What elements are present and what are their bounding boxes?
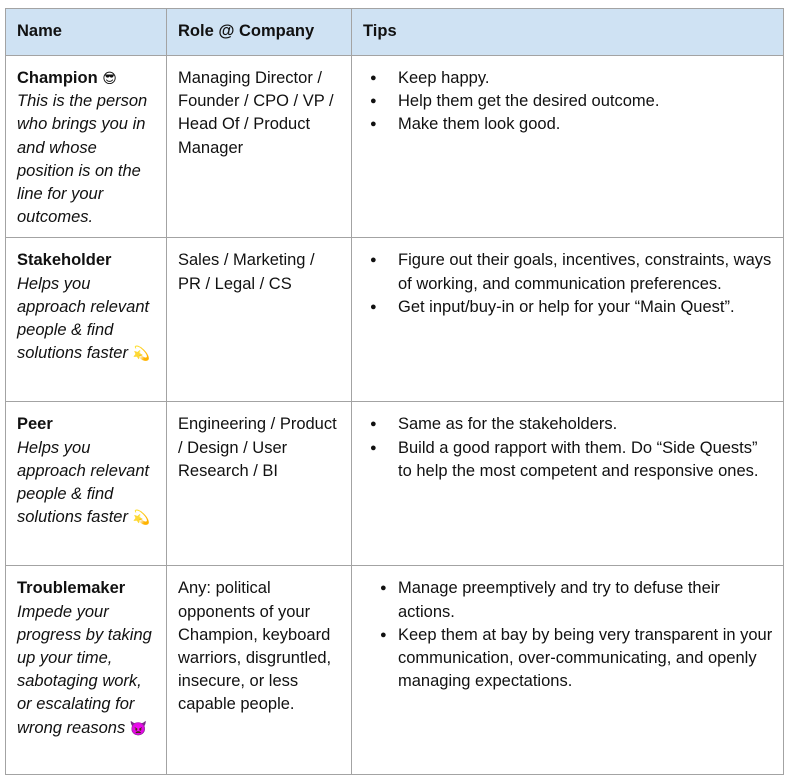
persona-title: Peer (17, 415, 53, 434)
tips-list (363, 67, 773, 137)
cell-role (167, 56, 352, 238)
cell-name (6, 238, 167, 402)
persona-description (17, 273, 156, 366)
tip-item: ● Manage preemptively and try to defuse their actions. (363, 577, 773, 623)
dizzy-icon: 💫 (132, 345, 151, 362)
tip-item: ● Keep happy. (363, 67, 773, 90)
role-text: Sales / Marketing / PR / Legal / CS (178, 251, 315, 293)
cell-tips (352, 238, 784, 402)
cell-tips (352, 56, 784, 238)
table-row-peer (6, 402, 784, 566)
cell-name (6, 566, 167, 775)
persona-description (17, 437, 156, 530)
header-name: Name (6, 9, 167, 56)
table-row-stakeholder (6, 238, 784, 402)
role-text: Managing Director / Founder / CPO / VP / Head Of / Product Manager (178, 69, 334, 157)
header-tips: Tips (352, 9, 784, 56)
table-row-champion (6, 56, 784, 238)
description-text: Helps you approach relevant people & find solutions faster (17, 438, 150, 527)
cell-name (6, 56, 167, 238)
description-text: Helps you approach relevant people & find solutions faster (17, 274, 150, 363)
cell-role (167, 238, 352, 402)
tip-item: ● Help them get the desired outcome. (363, 90, 773, 113)
cell-tips (352, 402, 784, 566)
tip-item: ● Figure out their goals, incentives, constraints, ways of working, and communication preferences. (363, 249, 773, 295)
cell-role (167, 566, 352, 775)
table-header (6, 9, 784, 56)
dizzy-icon: 💫 (132, 509, 151, 526)
persona-description: This is the person who brings you in and whose position is on the line for your outcomes. (17, 92, 148, 227)
tip-item: ● Keep them at bay by being very transparent in your communication, over-communicating, and openly managing expectations. (363, 624, 773, 694)
persona-label: Champion (17, 69, 98, 87)
header-role: Role @ Company (167, 9, 352, 56)
header-row (6, 9, 784, 56)
tip-item: ● Get input/buy-in or help for your “Main Quest”. (363, 296, 773, 319)
tips-list (363, 249, 773, 319)
cell-role (167, 402, 352, 566)
persona-title: Stakeholder (17, 251, 112, 270)
tip-item: ● Build a good rapport with them. Do “Side Quests” to help the most competent and responsive ones. (363, 437, 773, 483)
angry-devil-face-icon: 👿 (129, 719, 148, 736)
tip-item: ● Make them look good. (363, 113, 773, 136)
role-text: Any: political opponents of your Champion, keyboard warriors, disgruntled, insecure, or less capable people. (178, 579, 332, 714)
stakeholder-persona-table (5, 8, 784, 775)
tips-list (363, 577, 773, 693)
persona-title: Troublemaker (17, 579, 126, 598)
role-text: Engineering / Product / Design / User Research / BI (178, 415, 337, 480)
smiling-face-with-sunglasses-icon: 😎 (102, 70, 117, 86)
table-body (6, 56, 784, 775)
persona-title (17, 67, 156, 90)
tips-list (363, 413, 773, 483)
persona-description (17, 601, 156, 740)
table-row-troublemaker (6, 566, 784, 775)
tip-item: ● Same as for the stakeholders. (363, 413, 773, 436)
cell-name (6, 402, 167, 566)
cell-tips (352, 566, 784, 775)
description-text: Impede your progress by taking up your time, sabotaging work, or escalating for wrong reasons (17, 602, 152, 737)
